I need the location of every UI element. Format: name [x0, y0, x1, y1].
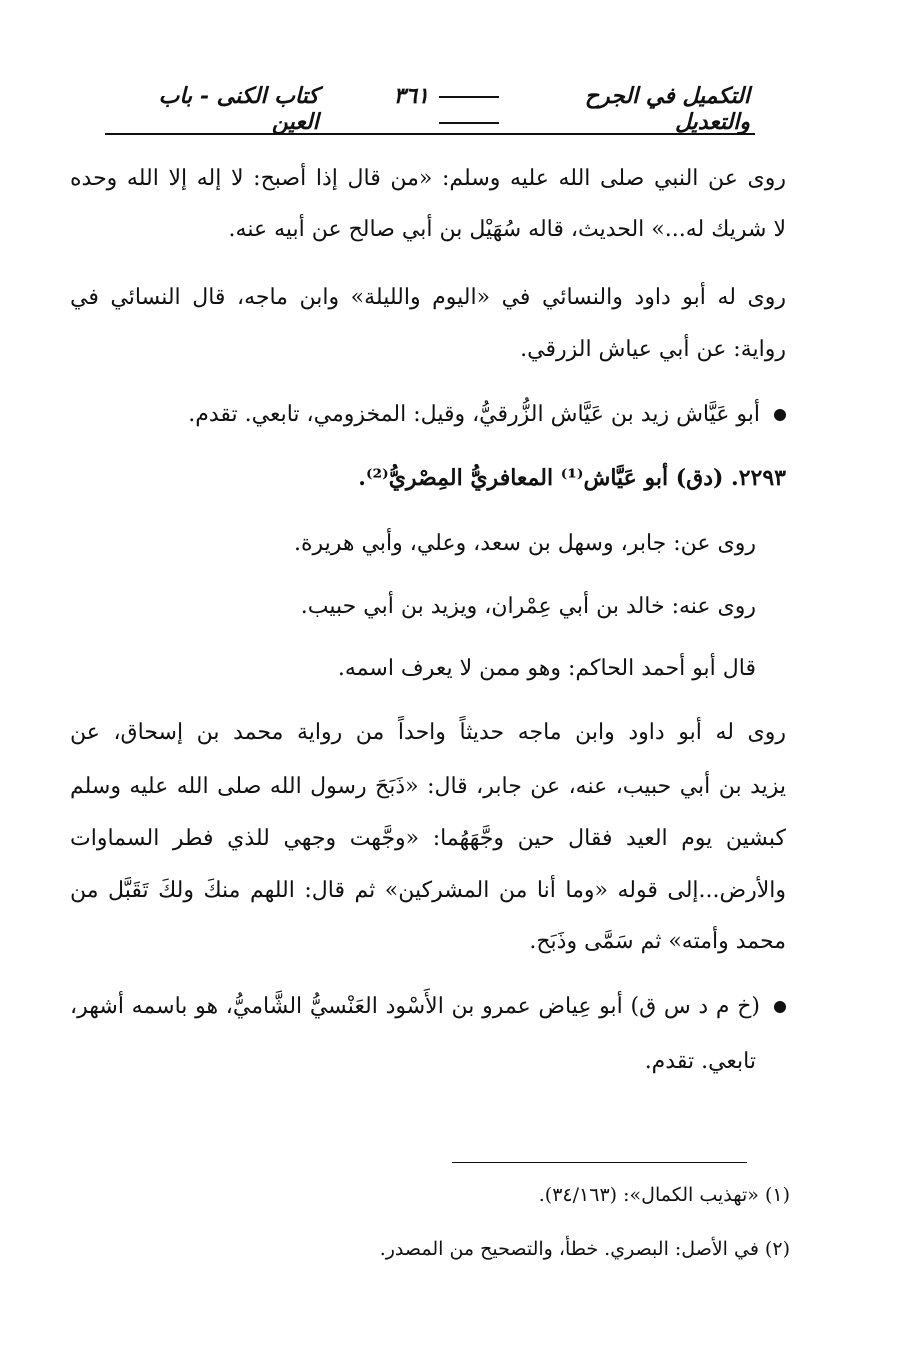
text-line: قال أبو أحمد الحاكم: وهو ممن لا يعرف اسمه.	[337, 656, 756, 681]
entry-heading: ٢٢٩٣. (دق) أبو عَيَّاش⁽¹⁾ المعافريُّ المِصْريُّ⁽²⁾.	[358, 465, 786, 491]
header-dash	[439, 122, 499, 124]
text-line: رواية: عن أبي عياش الزرقي.	[520, 337, 786, 362]
text-line: محمد وأمته» ثم سَمَّى وذَبَح.	[529, 929, 786, 954]
text-line: والأرض...إلى قوله «وما أنا من المشركين» ثم قال: اللهم منكَ ولكَ تَقَبَّل من	[70, 878, 786, 903]
header-divider	[105, 133, 755, 135]
header-section-title: كتاب الكنى - باب العين	[158, 83, 319, 135]
header-center	[319, 83, 509, 135]
text-line: روى له أبو داود والنسائي في «اليوم والليلة» وابن ماجه، قال النسائي في	[70, 285, 786, 310]
text-line: كبشين يوم العيد فقال حين وجَّهَهُما: «وجَّهت وجهي للذي فطر السماوات	[70, 826, 786, 851]
footnote-divider	[452, 1162, 747, 1163]
header-book-title: التكميل في الجرح والتعديل	[584, 83, 750, 135]
text-line: لا شريك له...» الحديث، قاله سُهَيْل بن أبي صالح عن أبيه عنه.	[228, 217, 786, 242]
text-line: يزيد بن أبي حبيب، عنه، عن جابر، قال: «ذَبَحَ رسول الله صلى الله عليه وسلم	[70, 774, 786, 799]
page-number: ٣٦١	[393, 83, 429, 109]
text-line: تابعي. تقدم.	[644, 1049, 756, 1074]
bullet-icon	[774, 409, 786, 421]
text-line: روى عن النبي صلى الله عليه وسلم: «من قال إذا أصبح: لا إله إلا الله وحده	[70, 166, 786, 191]
entry-text: أبو عَيَّاش زيد بن عَيَّاش الزُّرقيُّ، وقيل: المخزومي، تابعي. تقدم.	[188, 402, 760, 427]
text-line: روى عن: جابر، وسهل بن سعد، وعلي، وأبي هريرة.	[294, 531, 756, 556]
text-line: روى عنه: خالد بن أبي عِمْران، ويزيد بن أبي حبيب.	[300, 594, 756, 619]
footnote: (٢) في الأصل: البصري. خطأ، والتصحيح من المصدر.	[379, 1238, 790, 1260]
entry-text: (خ م د س ق) أبو عِياض عمرو بن الأَسْود العَنْسيُّ الشَّاميُّ، هو باسمه أشهر،	[70, 994, 760, 1019]
header-dash	[439, 96, 499, 98]
text-line: روى له أبو داود وابن ماجه حديثاً واحداً من رواية محمد بن إسحاق، عن	[70, 720, 786, 745]
bullet-icon	[774, 1001, 786, 1013]
footnote: (١) «تهذيب الكمال»: (٣٤/١٦٣).	[538, 1184, 790, 1206]
entry-line	[70, 398, 786, 432]
page-header	[110, 83, 750, 135]
entry-line	[70, 990, 786, 1024]
